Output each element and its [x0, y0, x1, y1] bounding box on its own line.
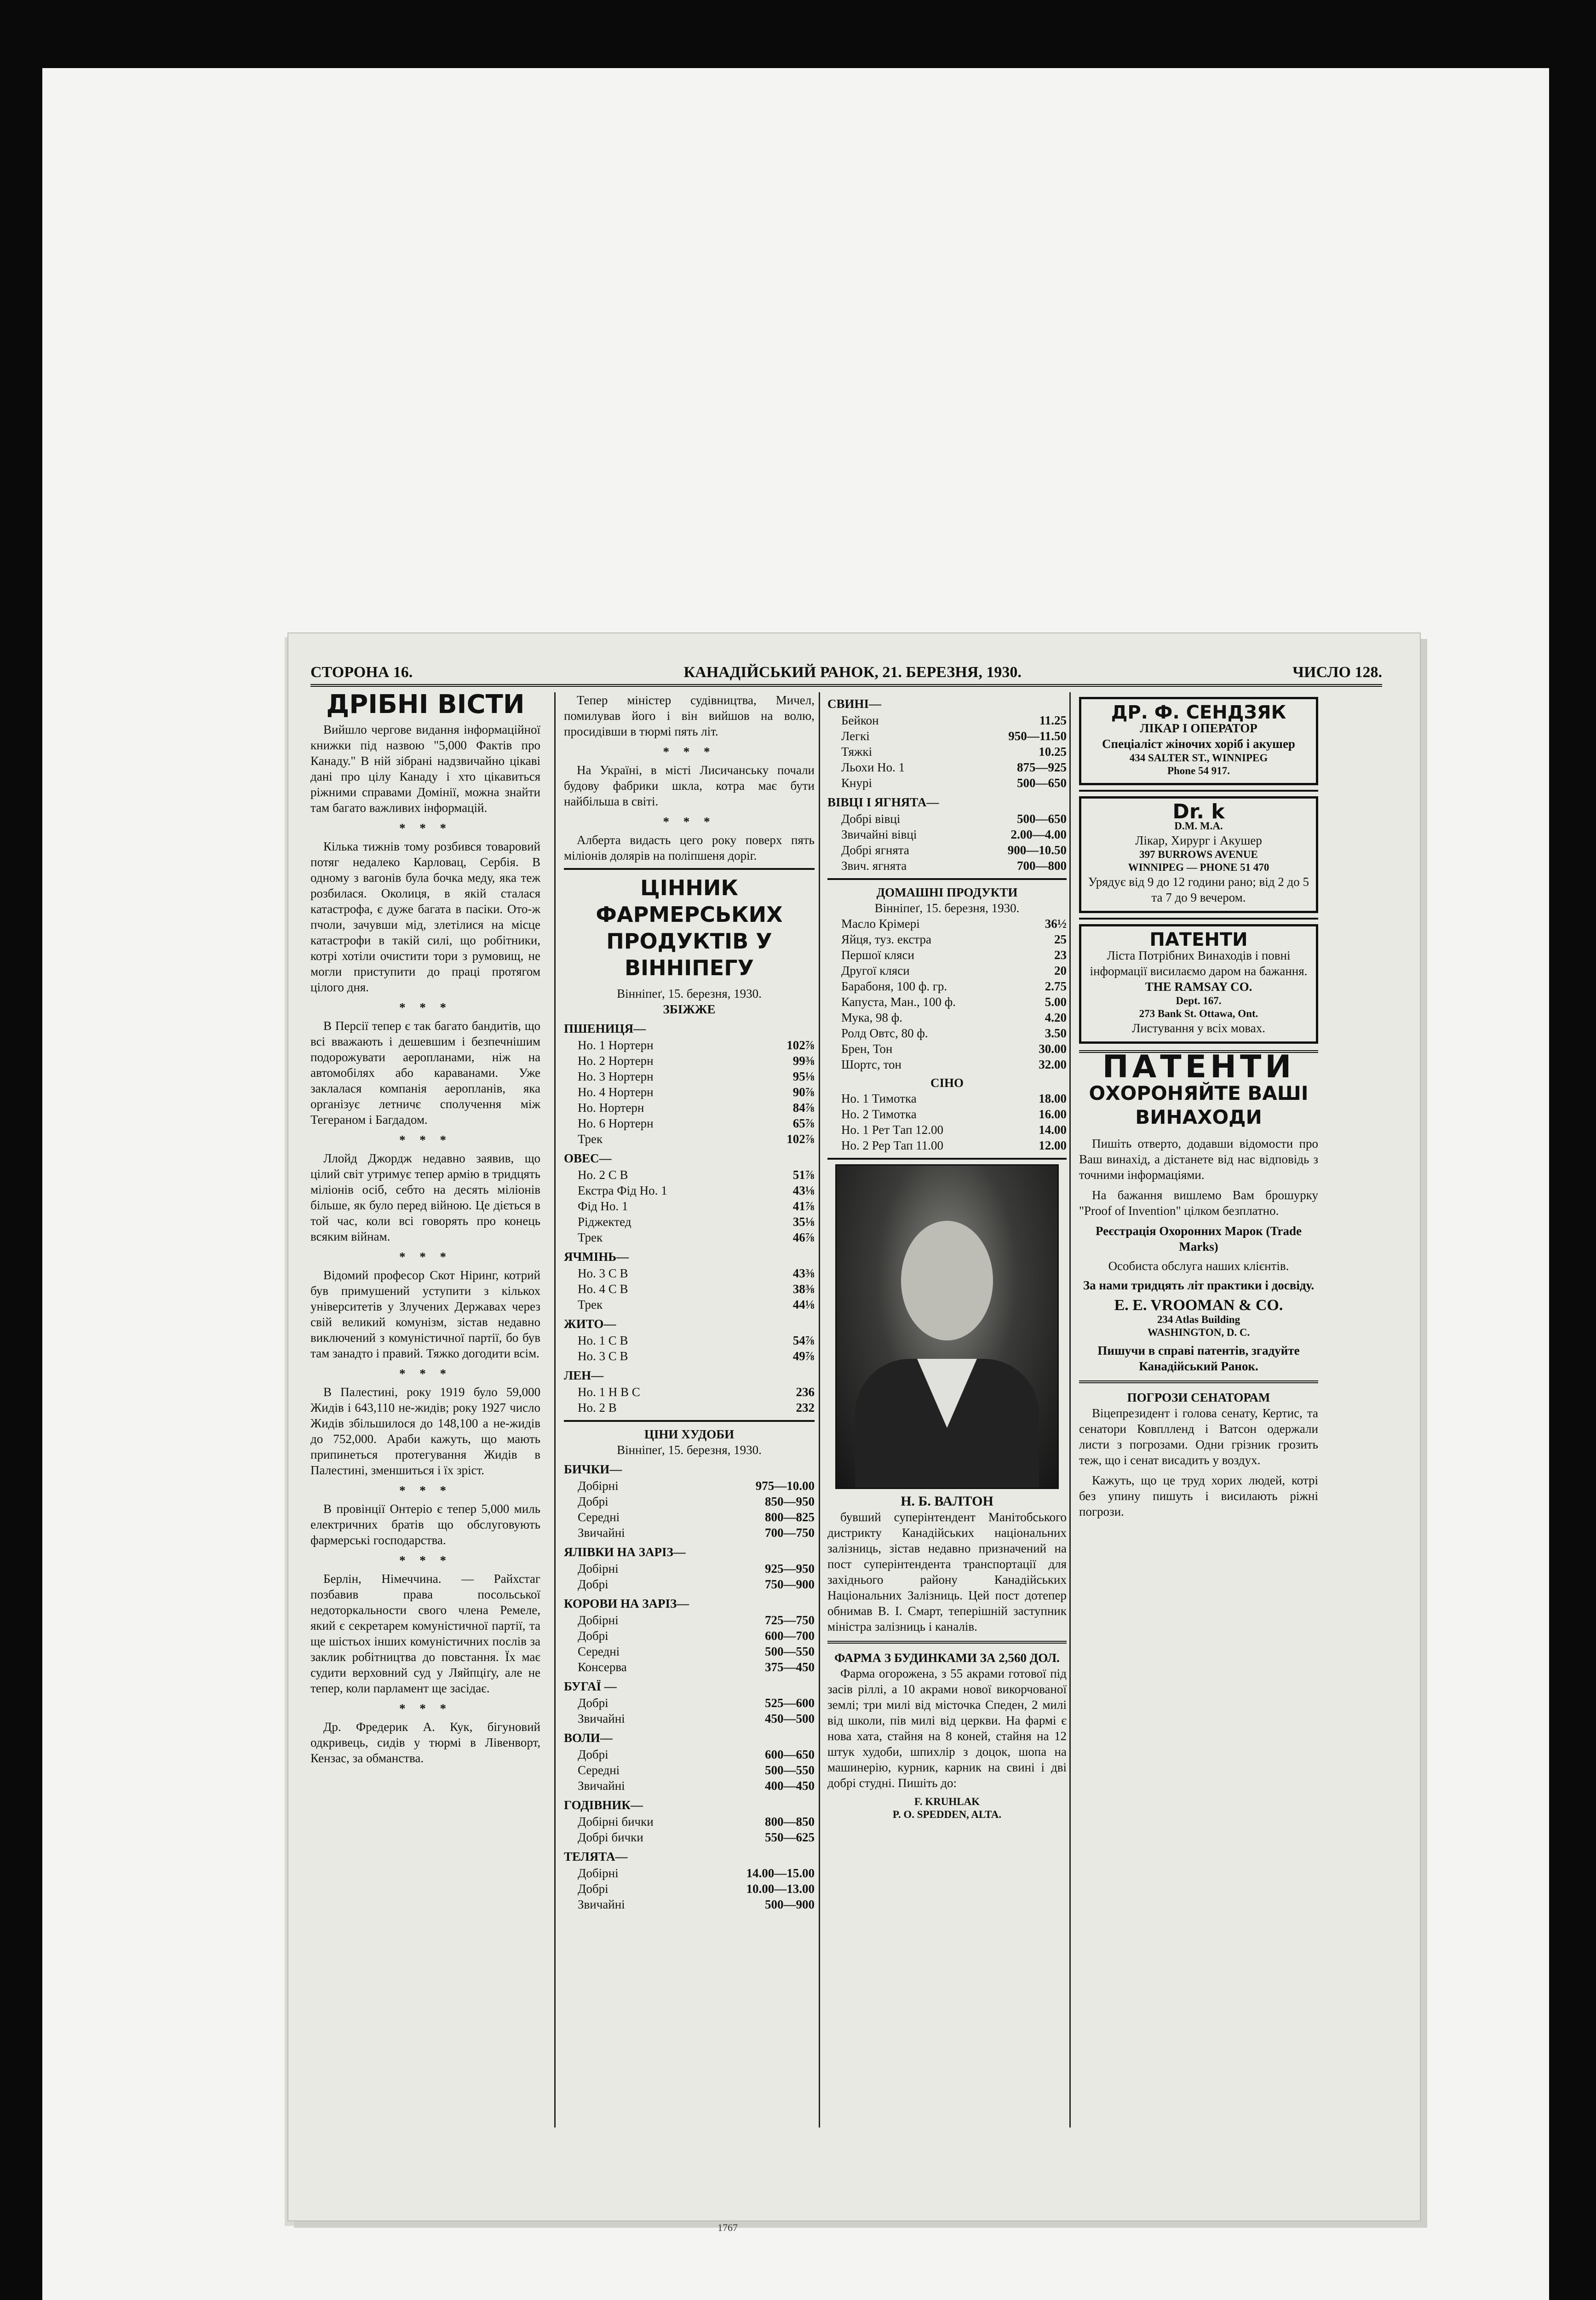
price-value: 51⅞: [792, 1168, 815, 1182]
price-row: [564, 1084, 815, 1100]
price-row: [564, 1400, 815, 1415]
price-label: Но. 2 Нортерн: [578, 1054, 654, 1068]
price-value: 54⅞: [792, 1334, 815, 1347]
price-row: [564, 1183, 815, 1198]
price-row: [564, 1348, 815, 1364]
price-row: [564, 1384, 815, 1400]
price-label: Добрі вівці: [841, 812, 901, 826]
price-value: 2.00—4.00: [1010, 828, 1067, 841]
price-value: 500—650: [1017, 776, 1067, 790]
news-item: Відомий професор Скот Ніринг, котрий був примушений уступити з кількох університетів у Злучених Державах через свій великий комунізм, зістав недавно виключений з комуністичної партії, бо був там занадто і правий. Тяжко догодити всім.: [310, 1268, 540, 1360]
price-label: Звичайні: [578, 1779, 625, 1793]
price-label: Добірні: [578, 1613, 619, 1627]
column-1: [310, 692, 540, 1771]
price-row: [564, 1281, 815, 1297]
price-value: 10.25: [1039, 745, 1067, 759]
news-item: Вийшло чергове видання інформаційної книжки під назвою "5,000 Фактів про Канаду." В ній зібрані надзвичайно цікаві дані про цілу Канаду і хто цікавиться ріжними справами Домінії, можна знайти там багато важливих інформацій.: [310, 723, 540, 815]
prices-title: ЦІННИК ФАРМЕРСЬКИХ ПРОДУКТІВ У ВІННІПЕГУ: [596, 875, 783, 980]
ad-subtitle: ОХОРОНЯЙТЕ ВАШІ ВИНАХОДИ: [1089, 1082, 1309, 1128]
ad-address: 234 Atlas Building: [1157, 1314, 1240, 1325]
newspaper-page: [287, 632, 1421, 2221]
price-value: 95⅛: [792, 1070, 815, 1083]
price-value: 5.00: [1045, 995, 1067, 1009]
price-row: [564, 1297, 815, 1312]
price-row: [827, 728, 1067, 744]
price-value: 43⅛: [792, 1184, 815, 1197]
price-value: 10.00—13.00: [746, 1882, 815, 1896]
ad-line: Урядує від 9 до 12 години рано; від 2 до 5 та 7 до 9 вечером.: [1088, 875, 1309, 904]
price-row: [564, 1644, 815, 1659]
price-row: [564, 1214, 815, 1230]
separator: * * *: [399, 1250, 452, 1264]
price-value: 900—10.50: [1007, 843, 1067, 857]
price-row: [564, 1053, 815, 1069]
price-row: [564, 1100, 815, 1116]
price-value: 38⅜: [792, 1282, 815, 1296]
photo-caption: бувший суперінтендент Манітобського дистрикту Канадійських національних залізниць, зістав недавно призначений на пост суперінтендента транспортації для західнього району Канадійських Національних Залізниць. Цей пост дотепер обнимав В. І. Смарт, теперішній заступник міністра залізниць і каналів.: [827, 1510, 1067, 1633]
price-row: [564, 1116, 815, 1131]
price-label: Но. 1 Н В С: [578, 1385, 640, 1399]
price-value: 18.00: [1039, 1092, 1067, 1105]
price-value: 12.00: [1039, 1138, 1067, 1152]
separator: * * *: [663, 745, 716, 759]
price-group-title: ЯЛІВКИ НА ЗАРІЗ—: [564, 1545, 686, 1559]
news-title: ДРІБНІ ВІСТИ: [326, 690, 525, 719]
price-label: Кнурі: [841, 776, 872, 790]
home-table: [827, 916, 1067, 1072]
price-group-title: ОВЕС—: [564, 1151, 612, 1165]
news-item: Тепер міністер судівництва, Мичел, помилував його і він вийшов на волю, просидівши в тюрмі пять літ.: [564, 693, 815, 738]
header-left: СТОРОНА 16.: [310, 664, 413, 681]
price-label: Добрі: [578, 1748, 609, 1761]
price-group-title: ЛЕН—: [564, 1368, 604, 1382]
separator: * * *: [399, 1000, 452, 1014]
price-label: Капуста, Ман., 100 ф.: [841, 995, 956, 1009]
price-label: Барабоня, 100 ф. гр.: [841, 979, 947, 993]
price-value: 43⅜: [792, 1266, 815, 1280]
price-label: Но. 3 С В: [578, 1266, 628, 1280]
price-label: Но. 1 Нортерн: [578, 1038, 654, 1052]
ad-line: Спеціаліст жіночих хоріб і акушер: [1102, 737, 1295, 751]
price-row: [564, 1037, 815, 1053]
price-value: 30.00: [1039, 1042, 1067, 1056]
price-label: Першої кляси: [841, 948, 914, 962]
price-label: Бейкон: [841, 713, 879, 727]
price-value: 44⅛: [792, 1298, 815, 1311]
separator: * * *: [399, 821, 452, 835]
price-label: Добрі ягнята: [841, 843, 909, 857]
price-label: Добрі: [578, 1882, 609, 1896]
price-row: [564, 1881, 815, 1897]
price-label: Добірні: [578, 1562, 619, 1576]
page-header: [310, 656, 1382, 687]
price-label: Ріджектед: [578, 1215, 632, 1229]
price-label: Звич. ягнята: [841, 859, 907, 873]
price-value: 500—900: [765, 1898, 815, 1911]
price-row: [827, 916, 1067, 932]
price-row: [827, 713, 1067, 728]
price-label: Середні: [578, 1763, 620, 1777]
price-label: Добірні: [578, 1866, 619, 1880]
price-label: Звичайні: [578, 1526, 625, 1540]
price-value: 16.00: [1039, 1107, 1067, 1121]
price-row: [564, 1576, 815, 1592]
price-row: [827, 1025, 1067, 1041]
price-label: Трек: [578, 1132, 603, 1146]
price-row: [827, 1122, 1067, 1138]
price-row: [564, 1265, 815, 1281]
price-group-title: ТЕЛЯТА—: [564, 1850, 628, 1863]
farm-title: ФАРМА З БУДИНКАМИ ЗА 2,560 ДОЛ.: [834, 1651, 1060, 1665]
ad-title: ПАТЕНТИ: [1102, 1049, 1295, 1085]
price-group-title: ВІВЦІ І ЯГНЯТА—: [827, 795, 939, 809]
price-label: Льохи Но. 1: [841, 760, 905, 774]
ad-title: ДР. Ф. СЕНДЗЯК: [1111, 702, 1286, 723]
cattle-title: ЦІНИ ХУДОБИ: [644, 1427, 735, 1441]
ad-sendzyak: [1079, 697, 1318, 785]
price-group-title: ВОЛИ—: [564, 1731, 613, 1745]
portrait-photo: [835, 1164, 1059, 1489]
divider: [1079, 1380, 1318, 1383]
column-2: [554, 692, 815, 2128]
ad-line: ЛІКАР І ОПЕРАТОР: [1140, 721, 1257, 735]
price-value: 500—550: [765, 1763, 815, 1777]
price-row: [827, 811, 1067, 827]
price-label: Но. Нортерн: [578, 1101, 644, 1115]
ad-line: Phone 54 917.: [1167, 765, 1230, 776]
price-row: [827, 759, 1067, 775]
price-value: 102⅞: [787, 1132, 815, 1146]
ad-company: E. E. VROOMAN & CO.: [1114, 1297, 1283, 1314]
price-row: [827, 994, 1067, 1010]
divider: [564, 1420, 815, 1422]
ad-line: THE RAMSAY CO.: [1145, 980, 1252, 994]
price-label: Но. 6 Нортерн: [578, 1116, 654, 1130]
ad-text: Особиста обслуга наших клієнтів.: [1108, 1259, 1289, 1273]
ad-text: Реєстрація Охоронних Марок (Trade Marks): [1096, 1224, 1302, 1254]
price-row: [827, 1138, 1067, 1153]
price-label: Екстра Фід Но. 1: [578, 1184, 667, 1197]
price-row: [564, 1762, 815, 1778]
price-value: 550—625: [765, 1830, 815, 1844]
divider: [564, 868, 815, 870]
price-label: Брен, Тон: [841, 1042, 893, 1056]
ad-text: Пишіть отверто, додавши відомости про Ваш винахід, а дістанете від нас відповідь з точними інформаціями.: [1079, 1137, 1318, 1182]
price-group-title: КОРОВИ НА ЗАРІЗ—: [564, 1597, 689, 1610]
price-label: Фід Но. 1: [578, 1199, 628, 1213]
senate-title: ПОГРОЗИ СЕНАТОРАМ: [1127, 1391, 1270, 1404]
ad-line: 273 Bank St. Ottawa, Ont.: [1139, 1008, 1258, 1019]
price-label: Но. 1 Рет Tап 12.00: [841, 1123, 944, 1137]
price-value: 875—925: [1017, 760, 1067, 774]
senate-text: Віцепрезидент і голова сенату, Кертис, та сенатори Ковплленд і Ватсон одержали листи з погрозами. Одни грізник грозить теж, що і сенат висадить у воздух.: [1079, 1406, 1318, 1467]
price-row: [827, 1057, 1067, 1072]
ad-vrooman: [1079, 1049, 1318, 1374]
price-value: 500—650: [1017, 812, 1067, 826]
price-label: Середні: [578, 1644, 620, 1658]
price-row: [564, 1865, 815, 1881]
divider: [827, 1641, 1067, 1644]
ad-line: 434 SALTER ST., WINNIPEG: [1129, 752, 1268, 764]
price-row: [827, 1010, 1067, 1025]
price-label: Но. 1 Тимотка: [841, 1092, 917, 1105]
column-4: [1069, 692, 1318, 2128]
senate-text: Кажуть, що це труд хорих людей, котрі без упину пишуть і висилають ріжні погрози.: [1079, 1473, 1318, 1518]
price-group-title: СВИНІ—: [827, 697, 882, 711]
price-label: Середні: [578, 1510, 620, 1524]
cattle-dateline: Вінніпеґ, 15. березня, 1930.: [617, 1443, 762, 1457]
price-label: Но. 1 С В: [578, 1334, 628, 1347]
price-row: [827, 827, 1067, 842]
price-value: 46⅞: [792, 1230, 815, 1244]
price-value: 400—450: [765, 1779, 815, 1793]
divider: [1079, 790, 1318, 792]
price-row: [564, 1198, 815, 1214]
price-value: 11.25: [1039, 713, 1067, 727]
price-row: [827, 978, 1067, 994]
price-value: 750—900: [765, 1577, 815, 1591]
price-label: Легкі: [841, 729, 870, 743]
price-row: [827, 744, 1067, 759]
price-label: Яйця, туз. екстра: [841, 932, 931, 946]
price-row: [827, 842, 1067, 858]
price-value: 600—650: [765, 1748, 815, 1761]
ad-text: Пишучи в справі патентів, згадуйте Канадійський Ранок.: [1097, 1344, 1300, 1373]
ad-doctor: [1079, 796, 1318, 913]
price-row: [564, 1478, 815, 1494]
price-row: [564, 1814, 815, 1829]
farm-text: Фарма огорожена, з 55 акрами готової під засів ріллі, а 10 акрами нової викорчованої землі; три милі від місточка Спеден, 2 милі від школи, пів милі від церкви. На фармі є нова хата, стайня на 8 коней, стайня на 12 штук худоби, шпихлір з доцок, шопа на машинерію, курник, карник на свині і дві добрі студні. Пишіть до:: [827, 1667, 1067, 1790]
price-row: [564, 1494, 815, 1509]
price-row: [564, 1561, 815, 1576]
news-item: Алберта видасть цего року поверх пять міліонів долярів на поліпшеня доріг.: [564, 833, 815, 862]
ad-line: WINNIPEG — PHONE 51 470: [1128, 862, 1269, 873]
price-label: Но. 4 С В: [578, 1282, 628, 1296]
ad-ramsay: [1079, 924, 1318, 1044]
price-value: 725—750: [765, 1613, 815, 1627]
price-value: 14.00: [1039, 1123, 1067, 1137]
price-row: [564, 1230, 815, 1245]
farm-sign-1: F. KRUHLAK: [914, 1796, 980, 1807]
ad-line: D.M. M.A.: [1174, 820, 1223, 832]
price-label: Но. 3 Нортерн: [578, 1070, 654, 1083]
price-label: Тяжкі: [841, 745, 873, 759]
price-label: Трек: [578, 1298, 603, 1311]
price-row: [564, 1509, 815, 1525]
price-row: [564, 1747, 815, 1762]
price-value: 90⅞: [792, 1085, 815, 1099]
ad-text: За нами тридцять літ практики і досвіду.: [1083, 1278, 1315, 1292]
price-value: 450—500: [765, 1712, 815, 1725]
separator: * * *: [399, 1133, 452, 1147]
price-value: 950—11.50: [1008, 729, 1067, 743]
price-label: Но. 3 С В: [578, 1349, 628, 1363]
header-center: КАНАДІЙСЬКИЙ РАНОК, 21. БЕРЕЗНЯ, 1930.: [683, 664, 1022, 681]
ad-title: ПАТЕНТИ: [1149, 929, 1248, 950]
header-right: ЧИСЛО 128.: [1292, 664, 1382, 681]
price-label: Другої кляси: [841, 964, 910, 978]
price-value: 800—850: [765, 1815, 815, 1828]
price-value: 49⅞: [792, 1349, 815, 1363]
price-row: [827, 858, 1067, 874]
news-item: Ллойд Джордж недавно заявив, що цілий світ утримує тепер армію в тридцять міліонів осіб, себто на десять міліонів більше, як було перед війною. Це діється в той час, коли всі говорять про конець всяким війнам.: [310, 1151, 540, 1243]
price-label: Добірні: [578, 1479, 619, 1493]
price-label: Ролд Овтс, 80 ф.: [841, 1026, 928, 1040]
ad-line: Dept. 167.: [1176, 995, 1222, 1006]
ad-title: Dr. k: [1172, 800, 1225, 823]
price-group-title: ГОДІВНИК—: [564, 1798, 643, 1812]
price-row: [827, 932, 1067, 947]
price-label: Но. 2 В: [578, 1401, 617, 1414]
price-value: 600—700: [765, 1629, 815, 1643]
divider: [1079, 918, 1318, 920]
ad-line: Листування у всіх мовах.: [1132, 1021, 1265, 1035]
separator: * * *: [399, 1484, 452, 1497]
ad-line: 397 BURROWS AVENUE: [1139, 849, 1258, 860]
price-label: Но. 2 С В: [578, 1168, 628, 1182]
price-value: 525—600: [765, 1696, 815, 1710]
price-value: 20: [1054, 964, 1067, 978]
price-group-title: ЯЧМІНЬ—: [564, 1250, 629, 1264]
price-label: Добрі: [578, 1629, 609, 1643]
price-row: [564, 1525, 815, 1541]
price-label: Звичайні: [578, 1898, 625, 1911]
price-value: 32.00: [1039, 1058, 1067, 1071]
page-mark: 1767: [718, 2222, 738, 2233]
divider: [827, 878, 1067, 880]
price-value: 36½: [1045, 917, 1067, 931]
ad-line: Лікар, Хирург і Акушер: [1135, 834, 1262, 847]
price-value: 23: [1054, 948, 1067, 962]
separator: * * *: [399, 1702, 452, 1715]
price-row: [564, 1659, 815, 1675]
price-value: 700—800: [1017, 859, 1067, 873]
livestock-table: [827, 696, 1067, 874]
cattle-table: [564, 1461, 815, 1912]
price-value: 102⅞: [787, 1038, 815, 1052]
price-label: Но. 2 Тимотка: [841, 1107, 917, 1121]
price-value: 375—450: [765, 1660, 815, 1674]
price-group-title: БИЧКИ—: [564, 1462, 622, 1476]
price-value: 232: [796, 1401, 815, 1414]
grain-title: ЗБІЖЖЕ: [663, 1002, 716, 1016]
price-row: [827, 947, 1067, 963]
price-label: Масло Крімері: [841, 917, 920, 931]
hay-title: СІНО: [930, 1076, 964, 1090]
price-row: [827, 775, 1067, 791]
news-item: Кілька тижнів тому розбився товаровий потяг недалеко Карловац, Сербія. В одному з вагонів була бочка меду, яка теж розбилася. Околиця, в якій сталася катастрофа, є дуже багата в пасіки. Ото-ж пчоли, зачувши мід, злетілися на місце катастрофи в такій силі, що робітники, котрі хотіли очистити тори з румовищ, не могли приступити до праці протягом цілого дня.: [310, 840, 540, 994]
column-3: [819, 692, 1067, 2128]
price-row: [564, 1167, 815, 1183]
price-row: [564, 1711, 815, 1726]
price-row: [827, 1106, 1067, 1122]
price-label: Добрі: [578, 1495, 609, 1508]
news-item: В Персії тепер є так багато бандитів, що всі вважають і дешевшим і безпечнішим подорожувати аеропланами, ніж на автомобілях або караванами. Уже заклалася компанія аеропланів, яка організує летничє сполучення між Тегераном і Багдадом.: [310, 1019, 540, 1127]
news-item: Берлін, Німеччина. — Райхстаг позбавив права посольської недоторкальности свого члена Ремеле, який є секретарем комуністичної партії, та ще шістьох інших комуністичних послів за заклик робітництва до повстання. Їх має судити верховний суд у Ляйпціґу, але не тепер, коли парламент ще засідає.: [310, 1572, 540, 1695]
price-label: Добірні бички: [578, 1815, 654, 1828]
news-item: В Палестині, року 1919 було 59,000 Жидів і 643,110 не-жидів; року 1927 число Жидів збільшилося до 148,100 а не-жидів до 752,000. Араби кажуть, що мають припинеться протегування Жидів в Палестині, зменшиться і їх зріст.: [310, 1385, 540, 1477]
home-dateline: Вінніпеґ, 15. березня, 1930.: [874, 901, 1020, 915]
price-value: 700—750: [765, 1526, 815, 1540]
news-item: Др. Фредерик А. Кук, бігуновий одкривець, сидів у тюрмі в Лівенворт, Кензас, за обманства.: [310, 1720, 540, 1765]
price-value: 99⅜: [792, 1054, 815, 1068]
grain-table: [564, 1021, 815, 1415]
price-value: 14.00—15.00: [746, 1866, 815, 1880]
price-value: 84⅞: [792, 1101, 815, 1115]
price-value: 2.75: [1045, 979, 1067, 993]
price-row: [564, 1612, 815, 1628]
news-item: В провінції Онтеріо є тепер 5,000 миль електричних братів що обслуговують фармерські господарства.: [310, 1502, 540, 1547]
price-label: Добрі: [578, 1577, 609, 1591]
price-row: [564, 1695, 815, 1711]
price-value: 925—950: [765, 1562, 815, 1576]
price-value: 3.50: [1045, 1026, 1067, 1040]
price-value: 4.20: [1045, 1011, 1067, 1024]
home-title: ДОМАШНІ ПРОДУКТИ: [876, 886, 1018, 899]
price-label: Звичайні: [578, 1712, 625, 1725]
price-group-title: БУГАЇ —: [564, 1679, 617, 1693]
price-value: 35⅛: [792, 1215, 815, 1229]
price-row: [827, 1041, 1067, 1057]
price-row: [564, 1131, 815, 1147]
news-item: На Україні, в місті Лисичанську почали будову фабрики шкла, котра має бути найбільша в світі.: [564, 763, 815, 808]
price-value: 850—950: [765, 1495, 815, 1508]
price-row: [827, 963, 1067, 978]
ad-address: WASHINGTON, D. C.: [1147, 1327, 1250, 1338]
price-value: 975—10.00: [755, 1479, 815, 1493]
price-row: [827, 1091, 1067, 1106]
price-label: Трек: [578, 1230, 603, 1244]
separator: * * *: [399, 1367, 452, 1380]
price-row: [564, 1628, 815, 1644]
ad-text: На бажання вишлемо Вам брошурку "Proof of Invention" цілком безплатно.: [1079, 1188, 1318, 1218]
prices-dateline: Вінніпеґ, 15. березня, 1930.: [617, 987, 762, 1000]
price-group-title: ЖИТО—: [564, 1317, 616, 1331]
farm-sign-2: P. O. SPEDDEN, ALTA.: [892, 1809, 1002, 1820]
price-label: Шортс, тон: [841, 1058, 901, 1071]
price-value: 41⅞: [792, 1199, 815, 1213]
price-value: 65⅞: [792, 1116, 815, 1130]
price-value: 800—825: [765, 1510, 815, 1524]
price-label: Добрі бички: [578, 1830, 643, 1844]
price-label: Но. 2 Рер Тап 11.00: [841, 1138, 944, 1152]
price-row: [564, 1069, 815, 1084]
separator: * * *: [399, 1553, 452, 1567]
price-value: 25: [1054, 932, 1067, 946]
price-label: Консерва: [578, 1660, 627, 1674]
divider: [827, 1158, 1067, 1160]
price-row: [564, 1897, 815, 1912]
ad-line: Ліста Потрібних Винаходів і повні інформації висилаємо даром на бажання.: [1090, 949, 1308, 978]
separator: * * *: [663, 815, 716, 828]
photo-name: Н. Б. ВАЛТОН: [901, 1494, 993, 1509]
price-row: [564, 1333, 815, 1348]
price-label: Добрі: [578, 1696, 609, 1710]
hay-table: [827, 1091, 1067, 1153]
price-group-title: ПШЕНИЦЯ—: [564, 1022, 646, 1035]
price-value: 500—550: [765, 1644, 815, 1658]
price-label: Но. 4 Нортерн: [578, 1085, 654, 1099]
price-row: [564, 1778, 815, 1794]
price-row: [564, 1829, 815, 1845]
price-value: 236: [796, 1385, 815, 1399]
price-label: Мука, 98 ф.: [841, 1011, 903, 1024]
price-label: Звичайні вівці: [841, 828, 917, 841]
